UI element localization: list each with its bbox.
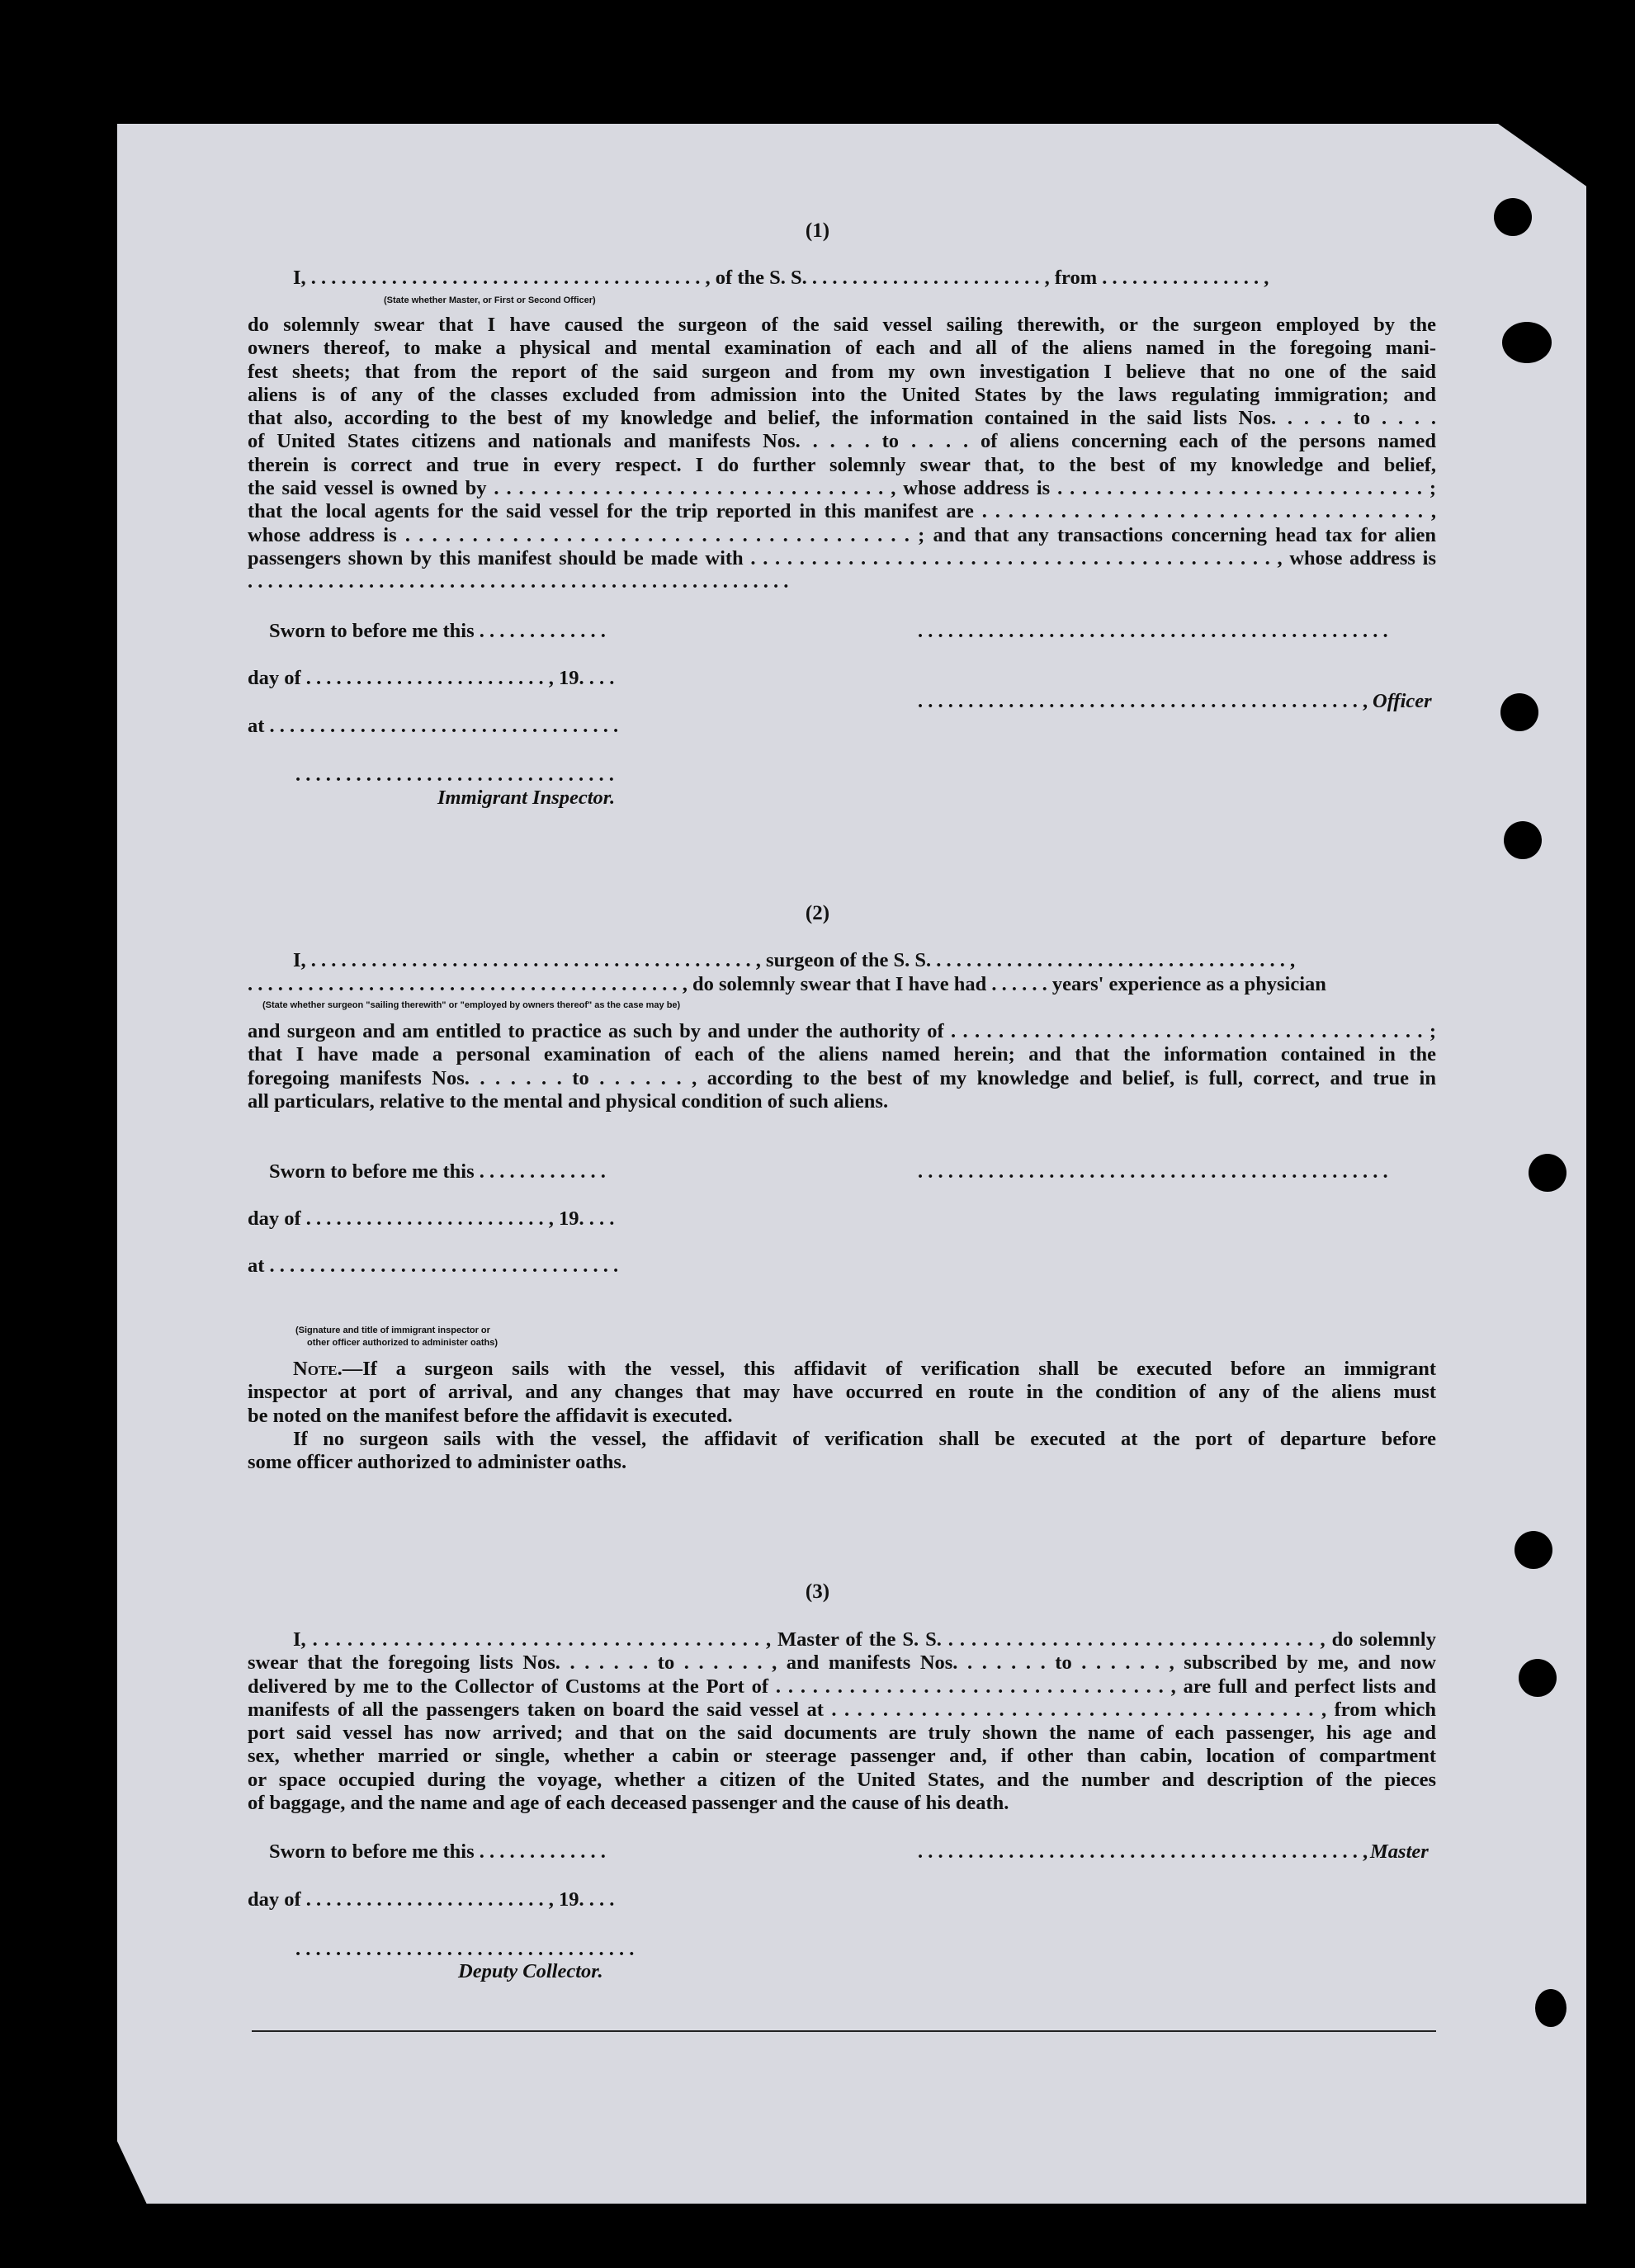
section-3-master-signature-line: . . . . . . . . . . . . . . . . . . . . . . . . . . . . . . . . . . . . . . . . . . . . , — [918, 1840, 1368, 1863]
oath-line: the said vessel is owned by . . . . . . . . . . . . . . . . . . . . . . . . . . . . . . . . , whose address is . . . . . . . . . . . . . . . . . . . . . . . . . . . . . . ; — [248, 477, 1436, 500]
oath-line: whose address is . . . . . . . . . . . . . . . . . . . . . . . . . . . . . . . . . . . . . . ; and that any transactions concerning head tax for alien — [248, 523, 1436, 546]
punch-hole — [1529, 1154, 1566, 1192]
section-2-signature-note-2: other officer authorized to administer oaths) — [307, 1338, 499, 1348]
oath-line: that also, according to the best of my knowledge and belief, the information contained in the said lists Nos. . . . . to . . . . — [248, 407, 1436, 430]
note-label: Note. — [293, 1358, 343, 1380]
oath-line: all particulars, relative to the mental and physical condition of such aliens. — [248, 1089, 889, 1113]
section-1-line-1: I, . . . . . . . . . . . . . . . . . . . . . . . . . . . . . . . . . . . . . . . , of the S. S. . . . . . . . . . . . . . . . . . . . . . . . , from . . . . . . . . . . . . . . . . , — [293, 267, 1269, 289]
note-line — [248, 1358, 1436, 1381]
oath-line: therein is correct and true in every respect. I do further solemnly swear that, to the best of my knowledge and belief, — [248, 453, 1436, 476]
section-3-collector-label: Deputy Collector. — [458, 1960, 603, 1982]
oath-line: . . . . . . . . . . . . . . . . . . . . . . . . . . . . . . . . . . . . . . . . . . . . . . . . . . . . . . — [248, 570, 789, 593]
oath-line: I, . . . . . . . . . . . . . . . . . . . . . . . . . . . . . . . . . . . . . . . , Master of the S. S. . . . . . . . . . . . . . . . . . . . . . . . . . . . . . . . . , do solemnly — [293, 1628, 1436, 1651]
section-2-note — [248, 1358, 1436, 1474]
oath-line: foregoing manifests Nos. . . . . . . to . . . . . . , according to the best of my knowledge and belief, is full, correct, and true in — [248, 1066, 1436, 1089]
oath-line: do solemnly swear that I have caused the surgeon of the said vessel sailing therewith, or the surgeon employed by the — [248, 314, 1436, 336]
oath-line: delivered by me to the Collector of Customs at the Port of . . . . . . . . . . . . . . . . . . . . . . . . . . . . . . . . , are full and perfect lists and — [248, 1675, 1436, 1698]
note-line: If no surgeon sails with the vessel, the affidavit of verification shall be executed at the port of departure before — [293, 1427, 1436, 1450]
oath-line: of United States citizens and nationals and manifests Nos. . . . . to . . . . of aliens concerning each of the persons named — [248, 430, 1436, 453]
section-2-line-2: . . . . . . . . . . . . . . . . . . . . . . . . . . . . . . . . . . . . . . . . . . . , do solemnly swear that I have had . . . . . . years' experience as a physician — [248, 973, 1326, 995]
oath-line: that the local agents for the said vessel for the trip reported in this manifest are . . . . . . . . . . . . . . . . . . . . . . . . . . . . . . . . . . , — [248, 500, 1436, 523]
section-1-inspector-label: Immigrant Inspector. — [437, 787, 616, 809]
section-1-signature-line: . . . . . . . . . . . . . . . . . . . . . . . . . . . . . . . . . . . . . . . . . . . . . . . — [918, 620, 1388, 642]
section-3-collector-signature-line: . . . . . . . . . . . . . . . . . . . . . . . . . . . . . . . . . . — [295, 1938, 635, 1960]
section-3-master-label: Master — [1370, 1840, 1429, 1863]
section-3-oath — [248, 1628, 1436, 1815]
section-2-surgeon-note: (State whether surgeon "sailing therewith" or "employed by owners thereof" as the case may be) — [262, 1000, 681, 1010]
oath-line: sex, whether married or single, whether a cabin or steerage passenger and, if other than cabin, location of compartment — [248, 1745, 1436, 1768]
section-1-sworn: Sworn to before me this . . . . . . . . . . . . . — [269, 620, 606, 642]
section-2-line-1: I, . . . . . . . . . . . . . . . . . . . . . . . . . . . . . . . . . . . . . . . . . . . . , surgeon of the S. S. . . . . . . . . . . . . . . . . . . . . . . . . . . . . . . . . . . . , — [293, 949, 1296, 971]
section-1-at: at . . . . . . . . . . . . . . . . . . . . . . . . . . . . . . . . . . . — [248, 715, 619, 737]
section-1-number: (1) — [805, 220, 830, 242]
section-2-day: day of . . . . . . . . . . . . . . . . . . . . . . . . , 19. . . . — [248, 1207, 615, 1230]
note-line: inspector at port of arrival, and any changes that may have occurred en route in the condition of any of the aliens must — [248, 1381, 1436, 1404]
oath-line: and surgeon and am entitled to practice as such by and under the authority of . . . . . . . . . . . . . . . . . . . . . . . . . . . . . . . . . . . . . . . . ; — [248, 1020, 1436, 1042]
section-2-signature-note-1: (Signature and title of immigrant inspector or — [295, 1325, 490, 1335]
oath-line: fest sheets; that from the report of the said surgeon and from my own investigation I believe that no one of the said — [248, 360, 1436, 383]
section-1-oath — [248, 314, 1436, 594]
bottom-rule — [252, 2030, 1436, 2032]
oath-line: owners thereof, to make a physical and mental examination of each and all of the aliens named in the foregoing mani- — [248, 337, 1436, 360]
section-2-at: at . . . . . . . . . . . . . . . . . . . . . . . . . . . . . . . . . . . — [248, 1254, 619, 1277]
oath-line: port said vessel has now arrived; and that on the said documents are truly shown the name of each passenger, his age and — [248, 1722, 1436, 1745]
section-3-day: day of . . . . . . . . . . . . . . . . . . . . . . . . , 19. . . . — [248, 1888, 615, 1911]
section-2-oath — [248, 1020, 1436, 1113]
section-3-sworn: Sworn to before me this . . . . . . . . . . . . . — [269, 1840, 606, 1863]
punch-hole — [1500, 693, 1538, 731]
oath-line: aliens is of any of the classes excluded from admission into the United States by the laws regulating immigration; and — [248, 383, 1436, 406]
section-2-sworn: Sworn to before me this . . . . . . . . . . . . . — [269, 1160, 606, 1183]
punch-hole — [1502, 322, 1552, 363]
oath-line: swear that the foregoing lists Nos. . . . . . . to . . . . . . , and manifests Nos. . . . . . . to . . . . . . , subscribed by me, and now — [248, 1651, 1436, 1675]
section-1-day: day of . . . . . . . . . . . . . . . . . . . . . . . . , 19. . . . — [248, 667, 615, 689]
punch-hole — [1515, 1531, 1552, 1569]
punch-hole — [1519, 1659, 1557, 1697]
note-text: —If a surgeon sails with the vessel, this affidavit of verification shall be executed before an immigrant — [342, 1358, 1436, 1380]
oath-line: or space occupied during the voyage, whether a citizen of the United States, and the number and description of the pieces — [248, 1768, 1436, 1791]
punch-hole — [1535, 1989, 1566, 2027]
section-2-signature-line: . . . . . . . . . . . . . . . . . . . . . . . . . . . . . . . . . . . . . . . . . . . . . . . — [918, 1160, 1388, 1183]
section-3-number: (3) — [805, 1581, 830, 1603]
oath-line: of baggage, and the name and age of each deceased passenger and the cause of his death. — [248, 1792, 1009, 1815]
section-1-officer-label: Officer — [1373, 690, 1432, 712]
section-1-inspector-signature-line: . . . . . . . . . . . . . . . . . . . . . . . . . . . . . . . . — [295, 763, 614, 786]
punch-hole — [1504, 821, 1542, 859]
oath-line: passengers shown by this manifest should be made with . . . . . . . . . . . . . . . . . . . . . . . . . . . . . . . . . . . . . . . . . . . , whose address is — [248, 546, 1436, 569]
note-line: some officer authorized to administer oaths. — [248, 1451, 627, 1474]
section-1-officer-signature-line: . . . . . . . . . . . . . . . . . . . . . . . . . . . . . . . . . . . . . . . . . . . . , — [918, 690, 1368, 712]
note-line: be noted on the manifest before the affidavit is executed. — [248, 1404, 733, 1427]
oath-line: that I have made a personal examination of each of the aliens named herein; and that the information contained in the — [248, 1043, 1436, 1066]
oath-line: manifests of all the passengers taken on board the said vessel at . . . . . . . . . . . . . . . . . . . . . . . . . . . . . . . . . . . . . . , from which — [248, 1698, 1436, 1721]
section-2-number: (2) — [805, 902, 830, 924]
section-1-officer-note: (State whether Master, or First or Second Officer) — [384, 295, 596, 305]
